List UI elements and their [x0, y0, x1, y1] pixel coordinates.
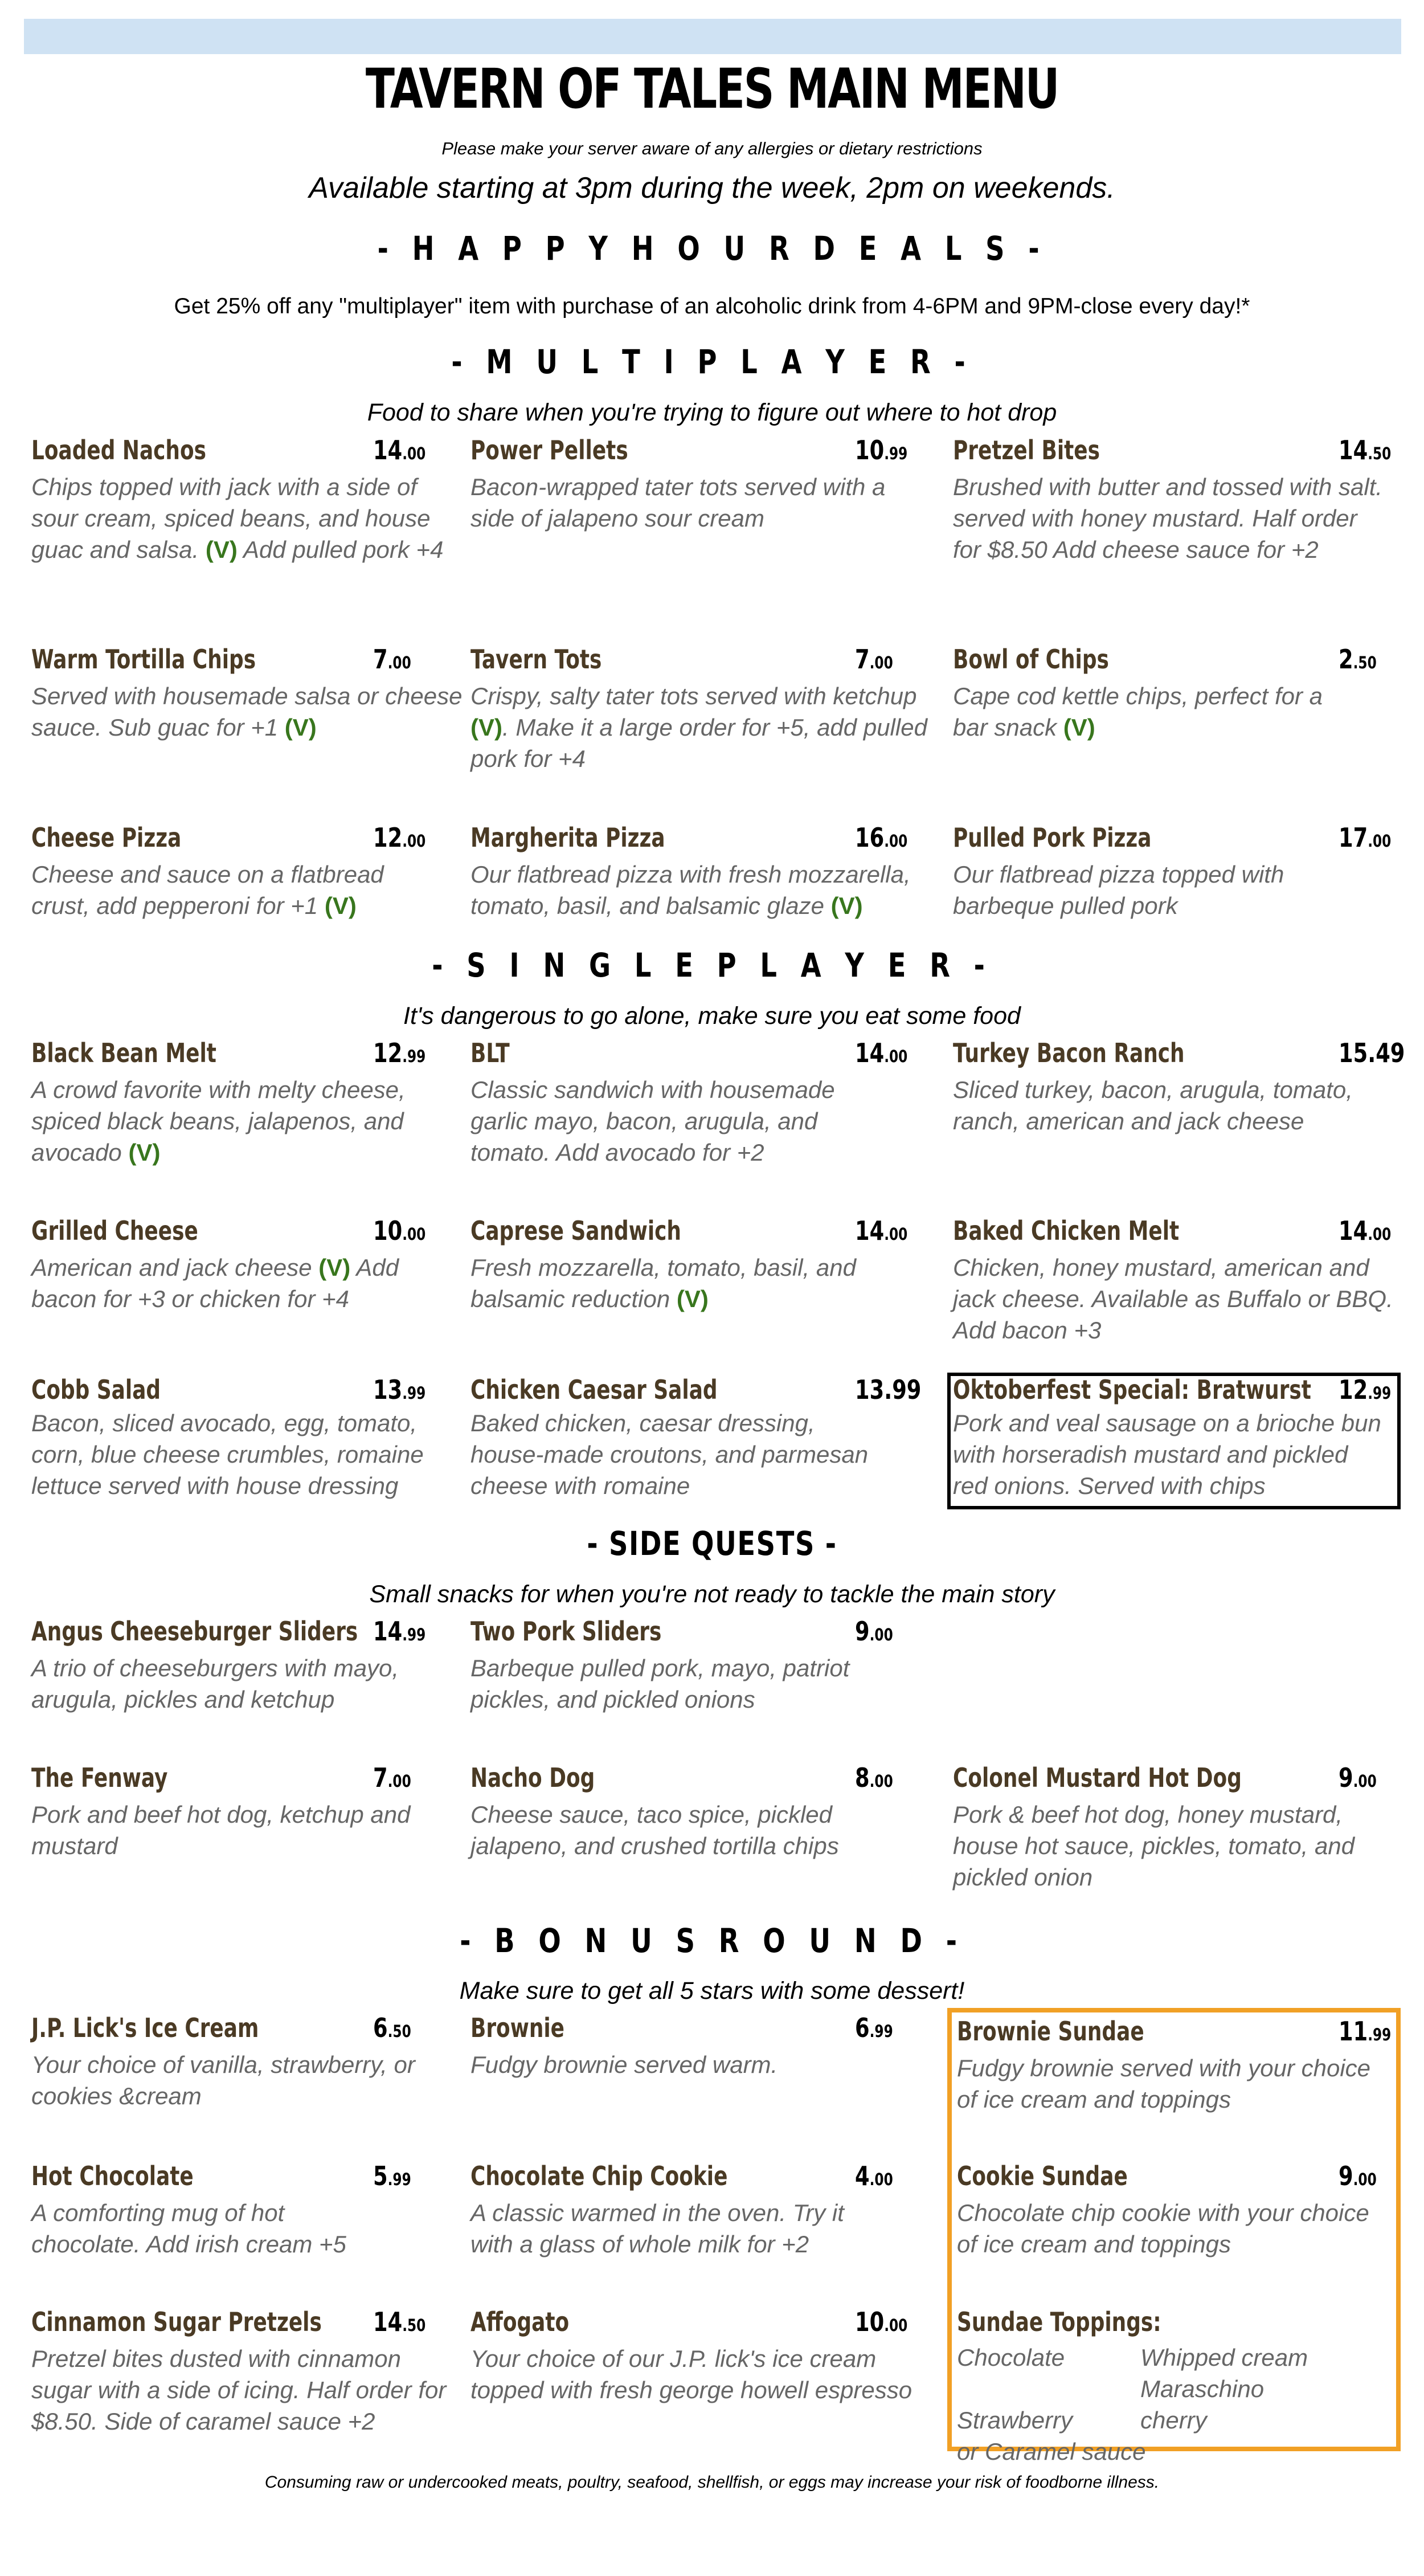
vegetarian-marker: (V)	[830, 892, 863, 919]
vegetarian-marker: (V)	[128, 1139, 161, 1166]
side-quests-subtitle: Small snacks for when you're not ready to tackle the main story	[369, 1581, 1055, 1608]
item-description: Classic sandwich with housemade garlic mayo, bacon, arugula, and tomato. Add avocado for +2	[470, 1076, 835, 1166]
item-description: Fresh mozzarella, tomato, basil, and balsamic reduction (V)	[470, 1254, 856, 1312]
item-price: 16.00	[855, 822, 908, 853]
item-description: Sliced turkey, bacon, arugula, tomato, ranch, american and jack cheese	[953, 1076, 1353, 1134]
item-description: Chicken, honey mustard, american and jack cheese. Available as Buffalo or BBQ. Add bacon +3	[953, 1254, 1393, 1344]
item-price: 7.00	[373, 644, 411, 675]
item-price: 14.99	[373, 1616, 426, 1647]
item-price: 14.00	[373, 435, 426, 466]
menu-title: TAVERN OF TALES MAIN MENU	[365, 57, 1059, 121]
singleplayer-heading: - S I N G L E P L A Y E R -	[432, 946, 992, 985]
side-quests-heading: - SIDE QUESTS -	[587, 1524, 837, 1563]
item-description: Served with housemade salsa or cheese sauce. Sub guac for +1 (V)	[31, 683, 463, 741]
item-name: Oktoberfest Special: Bratwurst	[953, 1374, 1311, 1405]
item-description: Pretzel bites dusted with cinnamon sugar with a side of icing. Half order for $8.50. Side of caramel sauce +2	[31, 2345, 447, 2435]
item-name: Pulled Pork Pizza	[953, 822, 1152, 853]
topping-item: Whipped cream	[1140, 2344, 1308, 2371]
item-description: Barbeque pulled pork, mayo, patriot pickles, and pickled onions	[470, 1655, 850, 1713]
item-description: Chocolate chip cookie with your choice of ice cream and toppings	[957, 2199, 1369, 2257]
allergy-note: Please make your server aware of any allergies or dietary restrictions	[441, 138, 983, 158]
item-name: Loaded Nachos	[31, 435, 206, 466]
food-safety-disclaimer: Consuming raw or undercooked meats, poultry, seafood, shellfish, or eggs may increase your risk of foodborne illness.	[264, 2473, 1160, 2492]
item-name: J.P. Lick's Ice Cream	[31, 2012, 259, 2043]
item-price: 12.99	[373, 1038, 426, 1068]
item-price: 14.50	[373, 2306, 426, 2337]
item-name: Cobb Salad	[31, 1374, 161, 1405]
sundae-toppings-list	[957, 2342, 1390, 2467]
item-name: Power Pellets	[470, 435, 628, 466]
item-name: Pretzel Bites	[953, 435, 1100, 466]
vegetarian-marker: (V)	[470, 714, 502, 741]
happy-hour-heading: - H A P P Y H O U R D E A L S -	[377, 229, 1047, 268]
happy-hour-text: Get 25% off any "multiplayer" item with purchase of an alcoholic drink from 4-6PM and 9PM-close every day!*	[174, 294, 1250, 319]
item-description: Our flatbread pizza with fresh mozzarella, tomato, basil, and balsamic glaze (V)	[470, 861, 911, 919]
item-price: 9.00	[855, 1616, 893, 1647]
vegetarian-marker: (V)	[676, 1285, 709, 1312]
item-name: Turkey Bacon Ranch	[953, 1038, 1185, 1068]
item-name: Bowl of Chips	[953, 644, 1109, 675]
item-price: 15.49	[1339, 1038, 1405, 1068]
item-description: Brushed with butter and tossed with salt. served with honey mustard. Half order for $8.50 Add cheese sauce for +2	[953, 473, 1383, 563]
item-name: Chicken Caesar Salad	[470, 1374, 718, 1405]
item-description: Cheese sauce, taco spice, pickled jalapeno, and crushed tortilla chips	[470, 1801, 839, 1859]
item-description: Our flatbread pizza topped with barbeque pulled pork	[953, 861, 1284, 919]
item-description: Fudgy brownie served warm.	[470, 2051, 778, 2078]
item-price: 2.50	[1339, 644, 1377, 675]
item-price: 13.99	[373, 1374, 426, 1405]
top-banner-bar	[24, 19, 1401, 54]
item-price: 14.00	[855, 1038, 908, 1068]
item-name: Angus Cheeseburger Sliders	[31, 1616, 358, 1647]
item-description: A crowd favorite with melty cheese, spiced black beans, jalapenos, and avocado (V)	[31, 1076, 406, 1166]
item-description: Chips topped with jack with a side of sour cream, spiced beans, and house guac and salsa. (V) Add pulled pork +4	[31, 473, 444, 563]
item-price: 14.00	[1339, 1215, 1392, 1246]
item-description: Bacon, sliced avocado, egg, tomato, corn, blue cheese crumbles, romaine lettuce served with house dressing	[31, 1410, 424, 1499]
vegetarian-marker: (V)	[1063, 714, 1095, 741]
bonus-round-subtitle: Make sure to get all 5 stars with some dessert!	[459, 1977, 965, 2005]
vegetarian-marker: (V)	[284, 714, 317, 741]
item-price: 12.99	[1339, 1374, 1392, 1405]
vegetarian-marker: (V)	[205, 536, 238, 563]
item-price: 7.00	[373, 1762, 411, 1793]
item-price: 5.99	[373, 2161, 411, 2191]
item-description: Pork & beef hot dog, honey mustard, house hot sauce, pickles, tomato, and pickled onion	[953, 1801, 1355, 1891]
item-description: Crispy, salty tater tots served with ketchup (V). Make it a large order for +5, add pulled pork for +4	[470, 683, 927, 772]
topping-item: Maraschino cherry	[1140, 2375, 1265, 2434]
item-price: 10.00	[373, 1215, 426, 1246]
item-price: 17.00	[1339, 822, 1392, 853]
item-price: 9.00	[1339, 2161, 1377, 2191]
item-name: BLT	[470, 1038, 510, 1068]
item-price: 14.00	[855, 1215, 908, 1246]
item-name: Colonel Mustard Hot Dog	[953, 1762, 1242, 1793]
item-price: 12.00	[373, 822, 426, 853]
vegetarian-marker: (V)	[324, 892, 357, 919]
topping-item: Strawberry	[957, 2407, 1073, 2434]
item-price: 7.00	[855, 644, 893, 675]
topping-item: or Caramel sauce	[957, 2438, 1146, 2465]
item-name: Cinnamon Sugar Pretzels	[31, 2306, 322, 2337]
item-description: Your choice of vanilla, strawberry, or cookies &cream	[31, 2051, 415, 2109]
item-name: The Fenway	[31, 1762, 168, 1793]
item-price: 11.99	[1339, 2016, 1392, 2047]
vegetarian-marker: (V)	[318, 1254, 351, 1281]
item-name: Tavern Tots	[470, 644, 602, 675]
topping-item: Chocolate	[957, 2344, 1065, 2371]
item-price: 8.00	[855, 1762, 893, 1793]
item-price: 10.00	[855, 2306, 908, 2337]
item-name: Hot Chocolate	[31, 2161, 194, 2191]
item-description: Bacon-wrapped tater tots served with a side of jalapeno sour cream	[470, 473, 886, 532]
item-price: 4.00	[855, 2161, 893, 2191]
item-name: Grilled Cheese	[31, 1215, 198, 1246]
singleplayer-subtitle: It's dangerous to go alone, make sure you eat some food	[403, 1002, 1021, 1030]
bonus-round-heading: - B O N U S R O U N D -	[460, 1921, 964, 1960]
item-description: Baked chicken, caesar dressing, house-made croutons, and parmesan cheese with romaine	[470, 1410, 869, 1499]
item-name: Caprese Sandwich	[470, 1215, 681, 1246]
item-name: Margherita Pizza	[470, 822, 665, 853]
item-name: Affogato	[470, 2306, 570, 2337]
item-name: Two Pork Sliders	[470, 1616, 662, 1647]
item-price: 10.99	[855, 435, 908, 466]
multiplayer-heading: - M U L T I P L A Y E R -	[451, 342, 973, 381]
item-description: Fudgy brownie served with your choice of ice cream and toppings	[957, 2055, 1371, 2113]
item-name: Warm Tortilla Chips	[31, 644, 256, 675]
item-description: Cheese and sauce on a flatbread crust, add pepperoni for +1 (V)	[31, 861, 384, 919]
item-description: A trio of cheeseburgers with mayo, arugula, pickles and ketchup	[31, 1655, 399, 1713]
item-price: 9.00	[1339, 1762, 1377, 1793]
item-description: American and jack cheese (V) Add bacon for +3 or chicken for +4	[31, 1254, 399, 1312]
item-name: Brownie Sundae	[957, 2016, 1144, 2047]
availability-note: Available starting at 3pm during the week, 2pm on weekends.	[309, 172, 1115, 205]
item-price: 6.99	[855, 2012, 893, 2043]
item-description: A classic warmed in the oven. Try it with a glass of whole milk for +2	[470, 2199, 844, 2257]
item-description: Cape cod kettle chips, perfect for a bar snack (V)	[953, 683, 1323, 741]
item-description: A comforting mug of hot chocolate. Add irish cream +5	[31, 2199, 346, 2257]
multiplayer-subtitle: Food to share when you're trying to figure out where to hot drop	[367, 399, 1057, 426]
item-name: Nacho Dog	[470, 1762, 595, 1793]
item-price: 6.50	[373, 2012, 411, 2043]
item-description: Pork and beef hot dog, ketchup and mustard	[31, 1801, 411, 1859]
item-price: 14.50	[1339, 435, 1392, 466]
item-name: Black Bean Melt	[31, 1038, 216, 1068]
item-name: Chocolate Chip Cookie	[470, 2161, 728, 2191]
item-price: 13.99	[855, 1374, 922, 1405]
item-name: Cookie Sundae	[957, 2161, 1128, 2191]
item-name: Baked Chicken Melt	[953, 1215, 1180, 1246]
item-description: Pork and veal sausage on a brioche bun with horseradish mustard and pickled red onions. Served with chips	[953, 1410, 1381, 1499]
sundae-toppings-heading: Sundae Toppings:	[957, 2306, 1161, 2337]
item-description: Your choice of our J.P. lick's ice cream topped with fresh george howell espresso	[470, 2345, 912, 2403]
item-name: Cheese Pizza	[31, 822, 182, 853]
item-name: Brownie	[470, 2012, 565, 2043]
